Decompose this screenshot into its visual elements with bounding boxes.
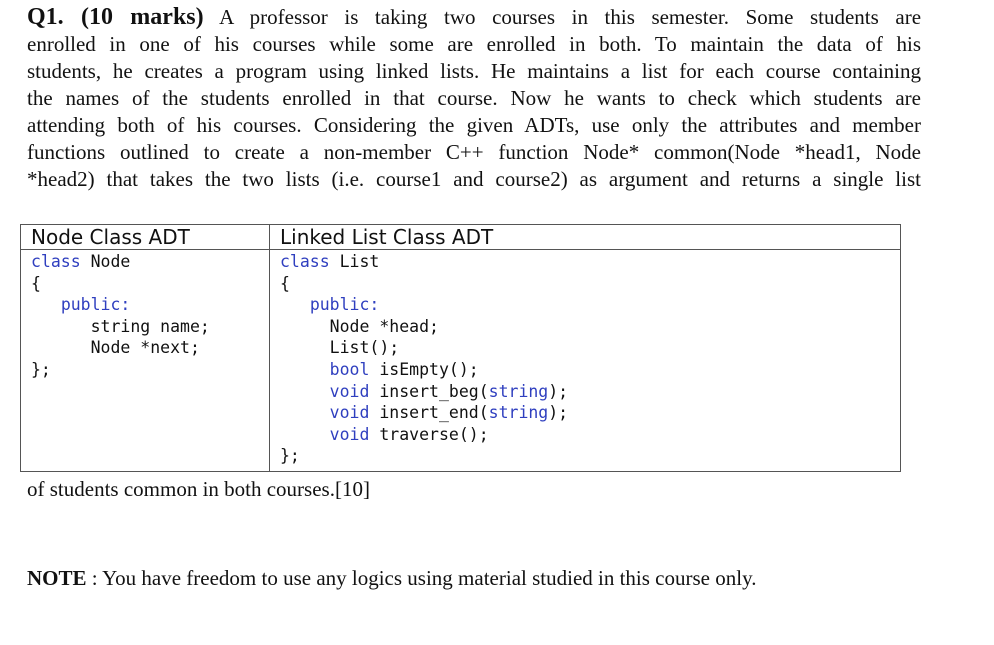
code-text: }; [280,446,300,466]
code-keyword: void [329,424,370,444]
code-text [31,295,61,314]
question-line-3: students, he creates a program using linked lists. He maintains a list for each course containing [27,59,921,83]
code-keyword: string [488,381,549,401]
code-line [280,445,900,467]
code-keyword: void [329,403,370,423]
code-text: insert_beg( [369,381,489,401]
code-keyword: void [329,381,370,401]
question-line-2: enrolled in one of his courses while some are enrolled in both. To maintain the data of his [27,32,921,56]
code-line [31,294,269,316]
list-class-header: Linked List Class ADT [270,225,901,250]
code-line [280,337,900,359]
code-text [280,425,330,444]
node-class-code [21,250,269,381]
code-text: Node *next; [90,338,200,358]
code-text: }; [31,359,51,379]
code-text [280,403,330,422]
question-line-7: *head2) that takes the two lists (i.e. course1 and course2) as argument and returns a single list [27,167,921,191]
code-keyword: class [31,252,81,271]
code-text [31,338,91,357]
code-keyword: string [488,403,549,423]
code-text: Node *head; [329,316,439,336]
code-line [280,273,900,295]
code-keyword: public: [309,295,380,315]
code-line [31,337,269,359]
code-line [280,316,900,338]
code-text: { [31,273,41,293]
code-text [31,317,91,336]
question-label: Q1. (10 marks) [27,4,204,30]
node-class-cell [21,250,270,472]
code-text: traverse(); [369,424,489,444]
code-text: List [329,252,380,271]
code-text: ); [548,403,569,423]
code-line [280,424,900,446]
code-line [31,251,269,273]
adt-table [20,224,901,472]
code-text: List(); [329,338,400,358]
note-paragraph [27,565,756,592]
question-line-1: Q1. (10 marks) A professor is taking two courses in this semester. Some students are [27,4,922,30]
code-line [280,381,900,403]
code-text: Node [80,252,131,271]
code-text [280,295,310,314]
list-class-code [270,250,900,467]
code-text: ); [548,381,569,401]
code-line [280,294,900,316]
code-line [280,359,900,381]
question-ending: of students common in both courses.[10] [27,477,370,501]
question-line-4: the names of the students enrolled in that course. Now he wants to check which students are [27,86,921,110]
code-text [280,360,330,379]
code-keyword: bool [329,359,370,379]
code-keyword: public: [60,295,131,315]
code-text [280,382,330,401]
code-text [280,317,330,336]
code-line [280,251,900,273]
code-line [31,316,269,338]
code-text: insert_end( [369,403,489,423]
code-keyword: class [280,252,330,271]
node-class-header: Node Class ADT [21,225,270,250]
code-line [280,402,900,424]
code-text: string name; [90,316,210,336]
code-text: isEmpty(); [369,359,479,379]
code-text [280,338,330,357]
note-text: : You have freedom to use any logics using material studied in this course only. [86,566,757,590]
code-line [31,273,269,295]
list-class-cell [270,250,901,472]
question-line-5: attending both of his courses. Considering the given ADTs, use only the attributes and member [27,113,921,137]
code-line [31,359,269,381]
note-label: NOTE [27,566,87,590]
question-paragraph [27,4,921,193]
question-line-6: functions outlined to create a non-member C++ function Node* common(Node *head1, Node [27,140,921,164]
code-text: { [280,273,290,293]
